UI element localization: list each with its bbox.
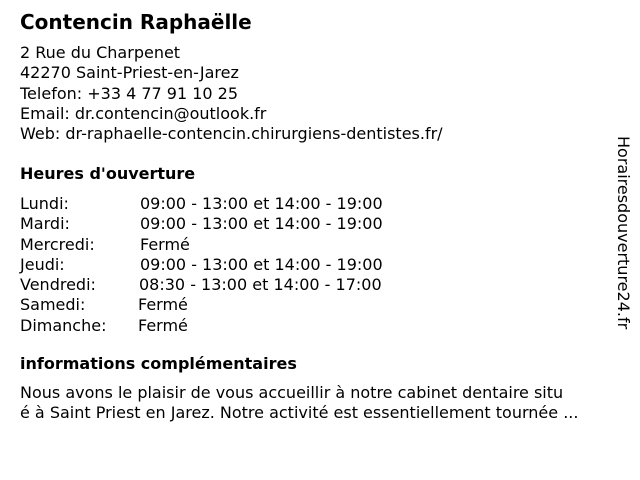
opening-hours-heading: Heures d'ouverture <box>20 164 196 183</box>
address-street: 2 Rue du Charpenet <box>20 43 181 62</box>
info-line: Nous avons le plaisir de vous accueillir à notre cabinet dentaire situ <box>20 383 564 402</box>
hours-value: Fermé <box>140 234 190 254</box>
info-line: é à Saint Priest en Jarez. Notre activité est essentiellement tournée ... <box>20 403 579 423</box>
day-label: Samedi: <box>20 295 86 315</box>
additional-info-text <box>20 383 632 424</box>
web-line[interactable]: Web: dr-raphaelle-contencin.chirurgiens-dentistes.fr/ <box>20 124 443 144</box>
hours-value: 08:30 - 13:00 et 14:00 - 17:00 <box>139 275 382 295</box>
hours-value: 09:00 - 13:00 et 14:00 - 19:00 <box>140 194 383 213</box>
site-watermark: Horairesdouverture24.fr <box>614 136 633 330</box>
phone-line[interactable]: Telefon: +33 4 77 91 10 25 <box>20 83 239 103</box>
day-label: Mardi: <box>20 214 70 234</box>
day-label: Mercredi: <box>20 234 95 254</box>
additional-info-heading: informations complémentaires <box>20 354 297 373</box>
day-label: Dimanche: <box>20 315 107 335</box>
page-title: Contencin Raphaëlle <box>20 10 252 34</box>
contact-block <box>20 43 443 144</box>
email-line[interactable]: Email: dr.contencin@outlook.fr <box>20 103 267 123</box>
day-label: Vendredi: <box>20 275 96 295</box>
address-city: 42270 Saint-Priest-en-Jarez <box>20 63 239 83</box>
hours-value: Fermé <box>138 295 188 315</box>
hours-value: 09:00 - 13:00 et 14:00 - 19:00 <box>140 254 383 274</box>
day-label: Lundi: <box>20 194 69 213</box>
hours-value: 09:00 - 13:00 et 14:00 - 19:00 <box>140 214 383 234</box>
hours-value: Fermé <box>138 315 188 335</box>
day-label: Jeudi: <box>20 254 65 274</box>
